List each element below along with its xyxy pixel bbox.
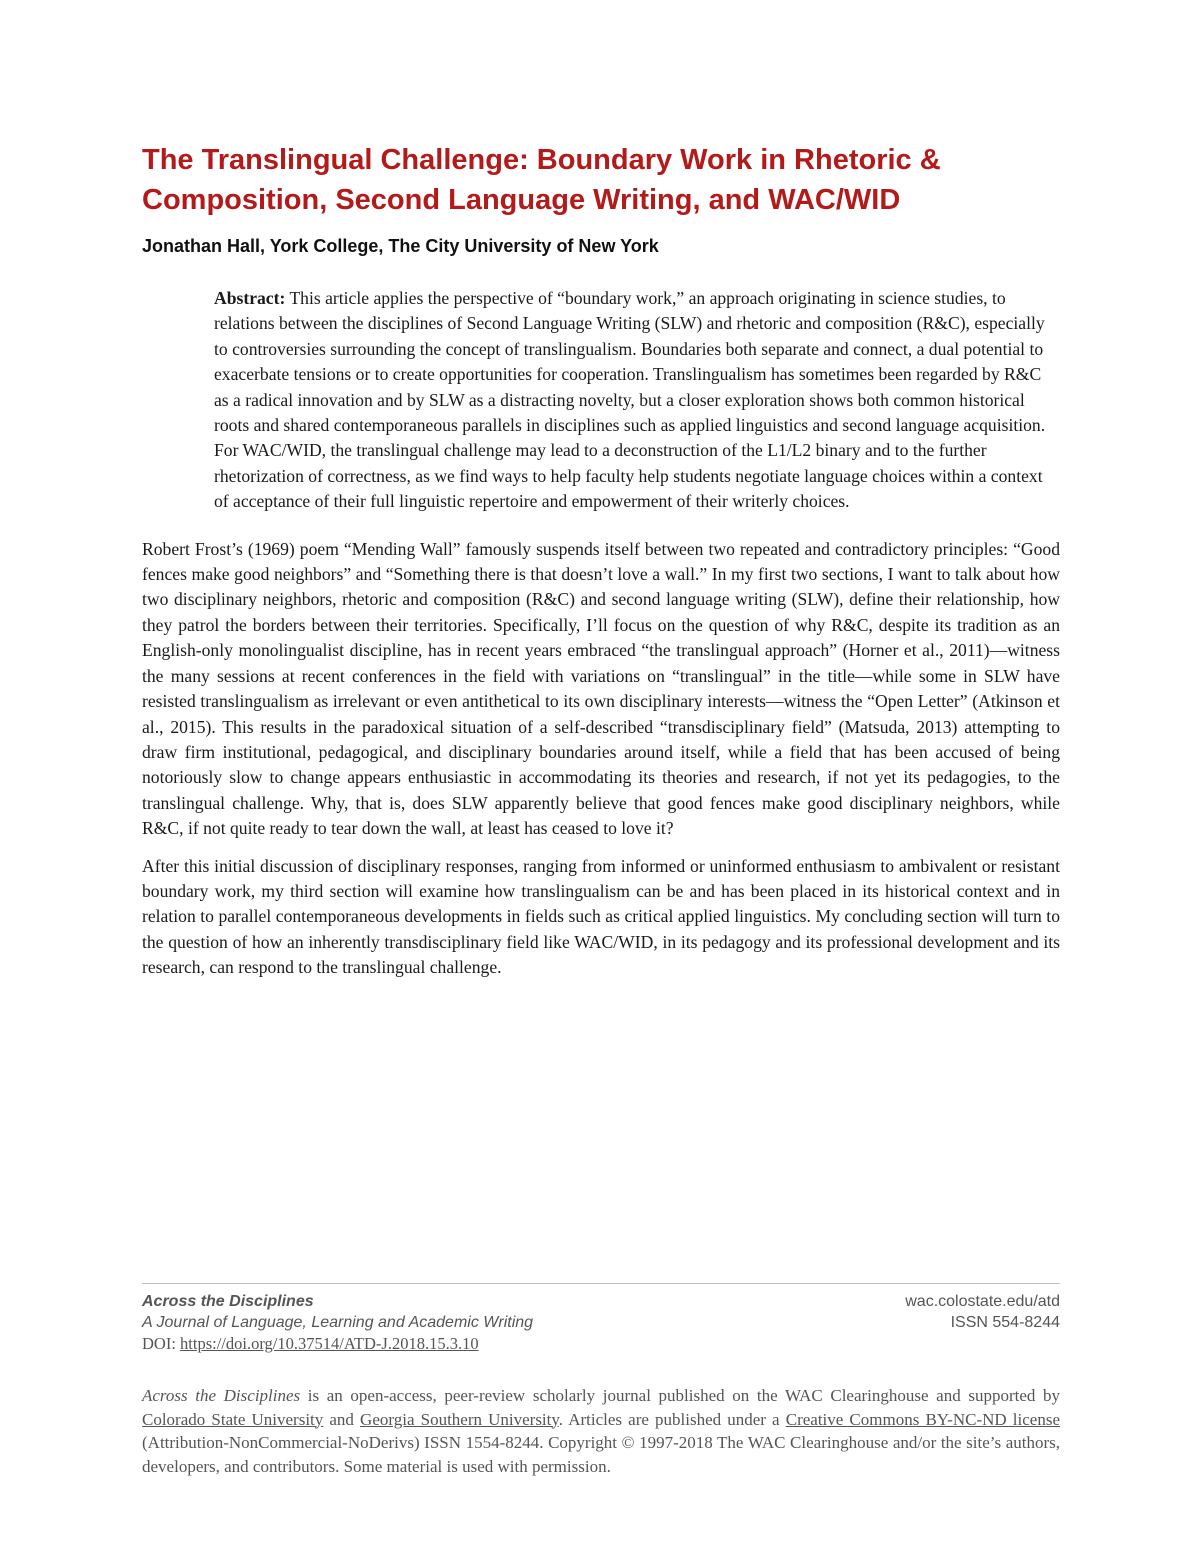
body-text [142,537,1060,981]
note-and: and [323,1409,361,1429]
footer-left [142,1291,533,1354]
footer-journal-info [142,1283,1060,1354]
title-line-1: The Translingual Challenge: Boundary Work in Rhetoric & [142,144,941,176]
article-page [142,140,1060,993]
license-note [142,1384,1060,1478]
link-colorado-state[interactable]: Colorado State University [142,1409,324,1429]
journal-url[interactable]: wac.colostate.edu/atd [905,1293,1060,1310]
note-journal-name: Across the Disciplines [142,1386,301,1405]
doi-label: DOI: [142,1334,181,1353]
journal-name: Across the Disciplines [142,1293,314,1310]
doi-link[interactable]: https://doi.org/10.37514/ATD-J.2018.15.3.10 [180,1334,479,1353]
journal-issn: ISSN 554-8244 [950,1314,1060,1331]
journal-subtitle: A Journal of Language, Learning and Academic Writing [142,1314,534,1331]
article-title [142,140,1060,220]
body-paragraph: Robert Frost’s (1969) poem “Mending Wall” famously suspends itself between two repeated and contradictory principles: “Good fences make good neighbors” and “Something there is that doesn’t love a wall.” In my first two sections, I want to talk about how two disciplinary neighbors, rhetoric and composition (R&C) and second language writing (SLW), define their relationship, how they patrol the borders between their territories. Specifically, I’ll focus on the question of why R&C, despite its tradition as an English-only monolingualist discipline, has in recent years embraced “the translingual approach” (Horner et al., 2011)—witness the many sessions at recent conferences in the field with variations on “translingual” in the title—while some in SLW have resisted translingualism as irrelevant or even antithetical to its own disciplinary interests—witness the “Open Letter” (Atkinson et al., 2015). This results in the paradoxical situation of a self-described “transdisciplinary field” (Matsuda, 2013) attempting to draw firm institutional, pedagogical, and disciplinary boundaries around itself, while a field that has been accused of being notoriously slow to change appears enthusiastic in accommodating its theories and research, if not yet its pedagogies, to the translingual challenge. Why, that is, does SLW apparently believe that good fences make good disciplinary neighbors, while R&C, if not quite ready to tear down the wall, at least has ceased to love it? [142,538,1060,839]
note-text-1: is an open-access, peer-review scholarly journal published on the WAC Clearinghouse and supported by [300,1386,1061,1405]
note-text-3: (Attribution-NonCommercial-NoDerivs) ISSN 1554-8244. Copyright © 1997-2018 The WAC Clearinghouse and/or the site’s authors, developers, and contributors. Some material is used with permission. [142,1433,1060,1476]
abstract [214,286,1052,515]
body-paragraph: After this initial discussion of disciplinary responses, ranging from informed or uninformed enthusiasm to ambivalent or resistant boundary work, my third section will examine how translingualism can be and has been placed in its historical context and in relation to parallel contemporaneous developments in fields such as critical applied linguistics. My concluding section will turn to the question of how an inherently transdisciplinary field like WAC/WID, in its pedagogy and its professional development and its research, can respond to the translingual challenge. [142,855,1060,978]
author-line: Jonathan Hall, York College, The City University of New York [142,236,659,256]
link-creative-commons[interactable]: Creative Commons BY-NC-ND license [785,1409,1060,1429]
abstract-label: Abstract: [214,288,286,308]
doi-line [142,1333,533,1354]
footer-right [905,1291,1060,1354]
title-line-2: Composition, Second Language Writing, and WAC/WID [142,184,901,216]
note-text-2: . Articles are published under a [558,1409,786,1429]
page-footer [142,1283,1060,1478]
abstract-text: This article applies the perspective of “boundary work,” an approach originating in science studies, to relations between the disciplines of Second Language Writing (SLW) and rhetoric and composition (R&C), especially to controversies surrounding the concept of translingualism. Boundaries both separate and connect, a dual potential to exacerbate tensions or to create opportunities for cooperation. Translingualism has sometimes been regarded by R&C as a radical innovation and by SLW as a distracting novelty, but a closer exploration shows both common historical roots and shared contemporaneous parallels in disciplines such as applied linguistics and second language acquisition. For WAC/WID, the translingual challenge may lead to a deconstruction of the L1/L2 binary and to the further rhetorization of correctness, as we find ways to help faculty help students negotiate language choices within a context of acceptance of their full linguistic repertoire and empowerment of their writerly choices. [214,288,1046,512]
link-georgia-southern[interactable]: Georgia Southern University [360,1409,559,1429]
